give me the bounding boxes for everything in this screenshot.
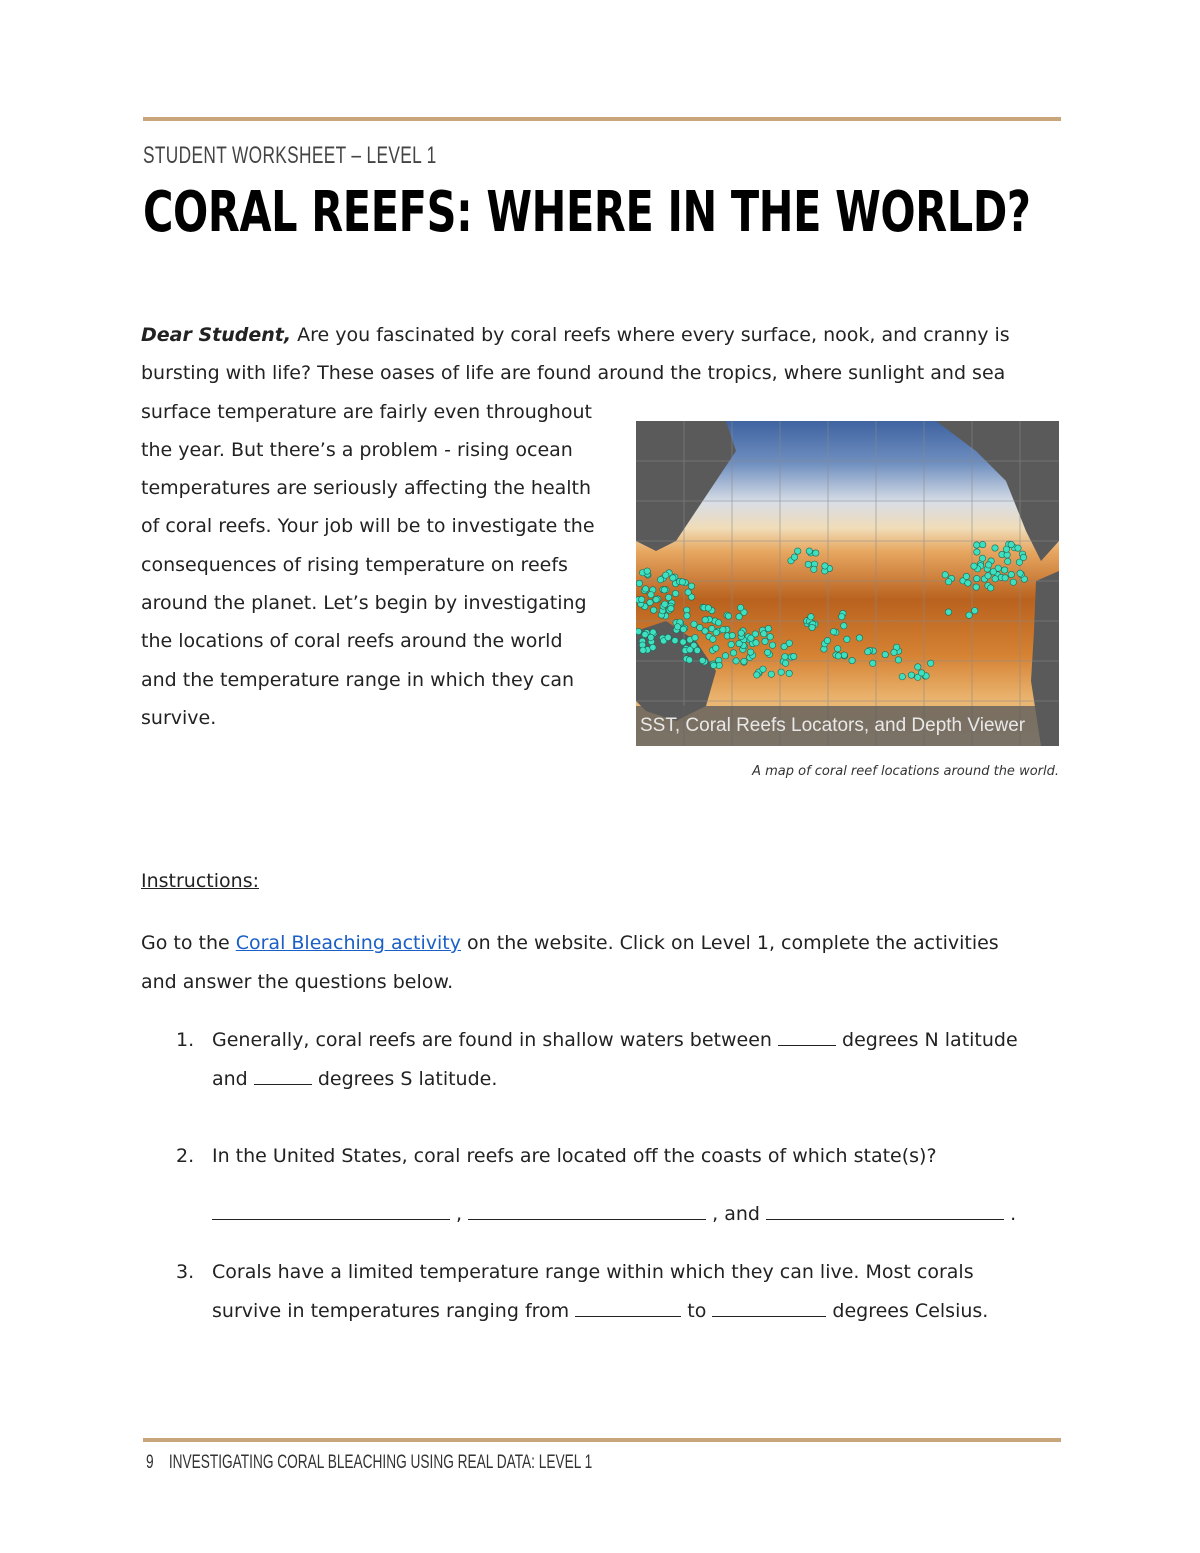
reef-marker <box>928 660 934 666</box>
reef-marker <box>974 549 980 555</box>
reef-marker <box>722 653 728 659</box>
reef-marker <box>782 660 788 666</box>
intro-line-2: bursting with life? These oases of life are found around the tropics, where sunlight and sea <box>141 362 1006 385</box>
reef-marker <box>945 609 951 615</box>
reef-marker <box>973 584 979 590</box>
reef-marker <box>691 621 697 627</box>
reef-marker <box>713 645 719 651</box>
reef-marker <box>636 580 642 586</box>
reef-marker <box>979 555 985 561</box>
reef-marker <box>849 657 855 663</box>
reef-marker <box>856 635 862 641</box>
reef-marker <box>822 563 828 569</box>
reef-marker <box>761 631 767 637</box>
reef-marker <box>786 640 792 646</box>
reef-marker <box>747 649 753 655</box>
intro-line-1: Dear Student, Are you fascinated by coral reefs where every surface, nook, and cranny is <box>141 324 1010 346</box>
reef-marker <box>762 638 768 644</box>
reef-marker <box>674 624 680 630</box>
worksheet-kicker: STUDENT WORKSHEET – LEVEL 1 <box>143 142 437 169</box>
reef-marker <box>971 563 977 569</box>
intro-line-6: of coral reefs. Your job will be to investigate the <box>141 515 595 538</box>
reef-marker <box>782 654 788 660</box>
reef-marker <box>663 572 669 578</box>
reef-marker <box>657 577 663 583</box>
reef-marker <box>899 674 905 680</box>
reef-marker <box>805 561 811 567</box>
figure-caption: A map of coral reef locations around the world. <box>752 764 1059 779</box>
reef-marker <box>672 637 678 643</box>
reef-marker <box>642 586 648 592</box>
page-footer <box>146 1452 592 1474</box>
reef-marker <box>730 650 736 656</box>
reef-marker <box>668 605 674 611</box>
intro-line-7: consequences of rising temperature on reefs <box>141 553 568 576</box>
reef-marker <box>692 635 698 641</box>
reef-marker <box>945 579 951 585</box>
reef-marker <box>988 585 994 591</box>
intro-line-4: the year. But there’s a problem - rising ocean <box>141 438 573 461</box>
reef-marker <box>965 580 971 586</box>
reef-marker <box>806 548 812 554</box>
reef-marker <box>760 666 766 672</box>
reef-marker <box>767 634 773 640</box>
intro-line-11: survive. <box>141 706 217 729</box>
reef-marker <box>715 620 721 626</box>
page-number: 9 <box>146 1452 154 1473</box>
instructions-heading: Instructions: <box>141 870 259 892</box>
reef-marker <box>966 612 972 618</box>
reef-marker <box>942 572 948 578</box>
greeting: Dear Student, <box>141 324 292 346</box>
reef-marker <box>839 614 845 620</box>
answer-blank-state-3[interactable] <box>766 1197 1004 1220</box>
intro-line-10: and the temperature range in which they can <box>141 668 575 691</box>
reef-marker <box>1017 570 1023 576</box>
reef-marker <box>1010 579 1016 585</box>
reef-marker <box>687 647 693 653</box>
reef-marker <box>841 623 847 629</box>
reef-marker <box>870 660 876 666</box>
reef-marker <box>725 613 731 619</box>
question-number: 2. <box>176 1145 195 1167</box>
answer-blank-state-2[interactable] <box>468 1197 706 1220</box>
reef-marker <box>662 601 668 607</box>
reef-marker <box>642 631 648 637</box>
intro-line-5: temperatures are seriously affecting the health <box>141 477 592 500</box>
reef-marker <box>830 629 836 635</box>
reef-marker <box>768 671 774 677</box>
reef-marker <box>680 639 686 645</box>
reef-marker <box>1005 558 1011 564</box>
question-number: 1. <box>176 1029 195 1051</box>
reef-marker <box>764 649 770 655</box>
reef-marker <box>685 589 691 595</box>
reef-marker <box>711 662 717 668</box>
reef-marker <box>688 583 694 589</box>
reef-marker <box>1002 575 1008 581</box>
reef-marker <box>665 634 671 640</box>
top-rule <box>143 117 1061 121</box>
reef-marker <box>986 562 992 568</box>
reef-marker <box>710 636 716 642</box>
reef-marker <box>882 651 888 657</box>
reef-marker <box>686 657 692 663</box>
reef-marker <box>808 614 814 620</box>
reef-marker <box>844 636 850 642</box>
reef-marker <box>865 649 871 655</box>
reef-marker <box>713 629 719 635</box>
question-number: 3. <box>176 1261 195 1283</box>
reef-marker <box>705 605 711 611</box>
reef-marker <box>650 644 656 650</box>
reef-marker <box>640 647 646 653</box>
page-title: CORAL REEFS: WHERE IN THE WORLD? <box>143 180 1031 245</box>
reef-marker <box>684 613 690 619</box>
reef-marker <box>648 592 654 598</box>
reef-marker <box>811 566 817 572</box>
reef-marker <box>653 596 659 602</box>
reef-marker <box>992 576 998 582</box>
reef-marker <box>1001 567 1007 573</box>
reef-marker <box>974 575 980 581</box>
reef-marker <box>748 635 754 641</box>
answer-blank-n-latitude[interactable] <box>778 1023 836 1046</box>
reef-marker <box>647 599 653 605</box>
map-image <box>636 421 1059 746</box>
reef-marker <box>895 657 901 663</box>
instructions-text: Go to the Coral Bleaching activity on the website. Click on Level 1, complete the activities and answer the questions below. <box>141 932 999 993</box>
reef-marker <box>765 625 771 631</box>
reef-marker <box>694 647 700 653</box>
reef-marker <box>841 652 847 658</box>
reef-marker <box>702 617 708 623</box>
reef-marker <box>992 545 998 551</box>
reef-marker <box>835 646 841 652</box>
reef-marker <box>809 624 815 630</box>
reef-marker <box>1020 554 1026 560</box>
reef-marker <box>638 596 644 602</box>
reef-marker <box>1008 541 1014 547</box>
reef-marker <box>702 628 708 634</box>
reef-marker <box>648 634 654 640</box>
coral-reef-map <box>636 421 1059 746</box>
intro-line-9: the locations of coral reefs around the world <box>141 630 563 653</box>
intro-line-8: around the planet. Let’s begin by investigating <box>141 592 587 615</box>
reef-marker <box>835 653 841 659</box>
intro-line-3: surface temperature are fairly even throughout <box>141 400 592 423</box>
coral-bleaching-activity-link[interactable]: Coral Bleaching activity <box>235 932 461 954</box>
reef-marker <box>824 637 830 643</box>
reef-marker <box>778 669 784 675</box>
reef-marker <box>741 658 747 664</box>
reef-marker <box>918 670 924 676</box>
reef-marker <box>729 632 735 638</box>
reef-marker <box>670 575 676 581</box>
reef-marker <box>786 670 792 676</box>
reef-marker <box>720 627 726 633</box>
reef-marker <box>915 664 921 670</box>
reef-marker <box>891 649 897 655</box>
reef-marker <box>644 568 650 574</box>
reef-marker <box>679 579 685 585</box>
question-2-blanks: , , and . <box>212 1195 1016 1234</box>
reef-marker <box>672 590 678 596</box>
footer-title: INVESTIGATING CORAL BLEACHING USING REAL DATA: LEVEL 1 <box>168 1452 593 1473</box>
reef-marker <box>733 658 739 664</box>
reef-marker <box>980 541 986 547</box>
reef-marker <box>990 569 996 575</box>
bottom-rule <box>143 1438 1061 1442</box>
reef-marker <box>972 608 978 614</box>
reef-marker <box>728 641 734 647</box>
reef-marker <box>680 626 686 632</box>
reef-marker <box>813 550 819 556</box>
reef-marker <box>769 642 775 648</box>
reef-marker <box>963 573 969 579</box>
reef-marker <box>908 672 914 678</box>
map-overlay-label: SST, Coral Reefs Locators, and Depth Viewer <box>636 706 1059 746</box>
reef-marker <box>661 587 667 593</box>
reef-marker <box>1015 545 1021 551</box>
reef-marker <box>737 605 743 611</box>
answer-blank-max-temp[interactable] <box>712 1294 826 1317</box>
reef-marker <box>754 672 760 678</box>
reef-marker <box>985 573 991 579</box>
reef-marker <box>736 640 742 646</box>
reef-marker <box>738 630 744 636</box>
reef-marker <box>651 607 657 613</box>
reef-marker <box>636 628 642 634</box>
reef-marker <box>1008 571 1014 577</box>
reef-marker <box>699 657 705 663</box>
reef-marker <box>1004 552 1010 558</box>
answer-blank-min-temp[interactable] <box>575 1294 681 1317</box>
reef-marker <box>753 640 759 646</box>
answer-blank-state-1[interactable] <box>212 1197 450 1220</box>
reef-marker <box>665 594 671 600</box>
reef-marker <box>974 542 980 548</box>
reef-marker <box>791 554 797 560</box>
reef-marker <box>791 653 797 659</box>
answer-blank-s-latitude[interactable] <box>254 1062 312 1085</box>
reef-marker <box>795 548 801 554</box>
